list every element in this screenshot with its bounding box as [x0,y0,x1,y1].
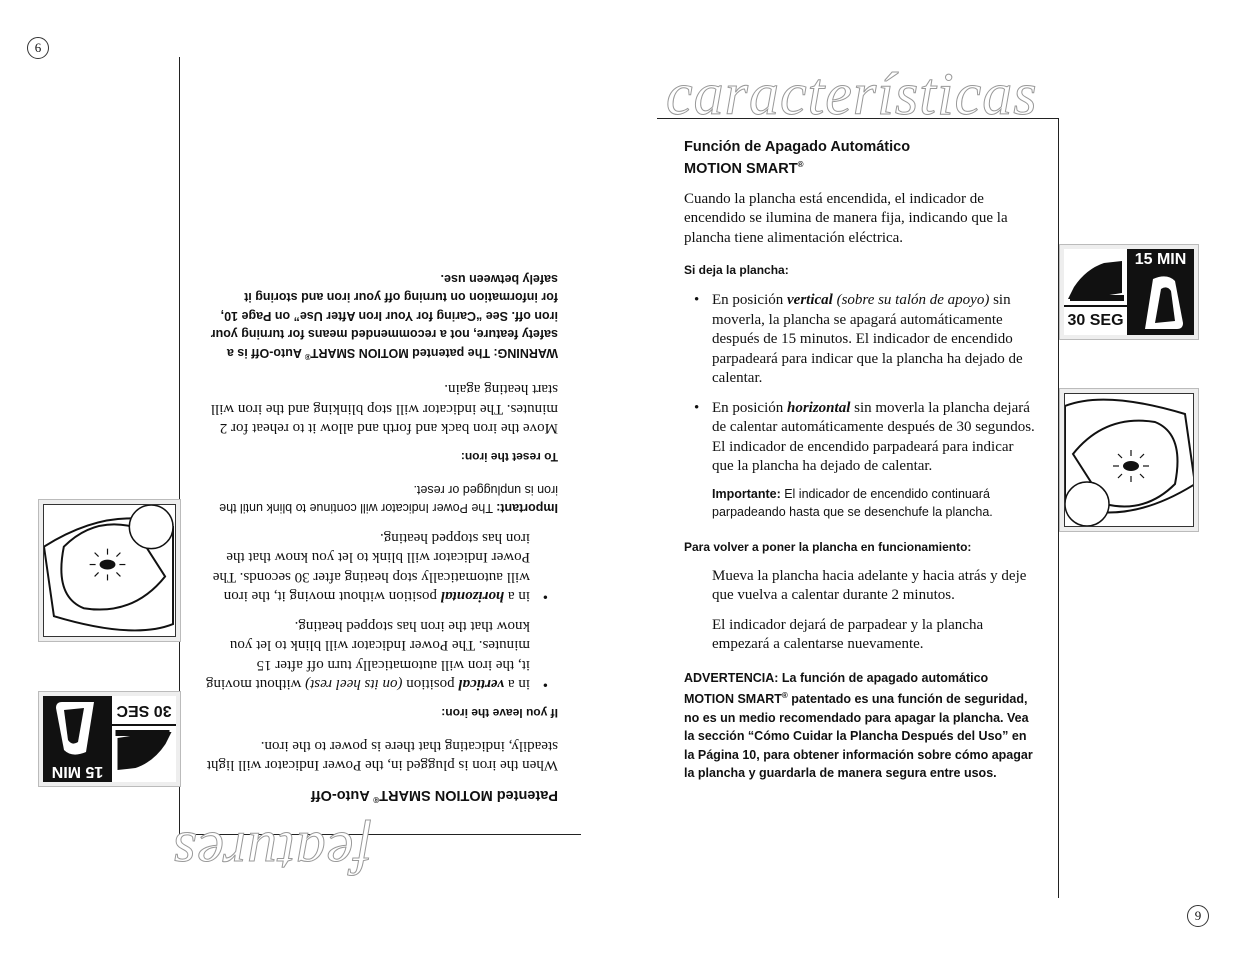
spanish-section [684,138,1036,783]
en-title-post: Auto-Off [310,787,374,804]
es-b2-rest: sin moverla la plancha dejará de calentar automáticamente después de 30 segundos. El indicador de encendido parpadeará para indicar que la plancha ha dejado de calentar. [712,399,1035,475]
es-warning-line1: ADVERTENCIA: La función de apagado automático [684,670,989,685]
es-b1-rest: sin moverla, la plancha se apagará automáticamente después de 15 minutos. El indicador de encendido parpadeará para indicar que la plancha ha dejado de calentar. [712,292,1023,387]
en-title-pre: Patented MOTION SMART [379,787,558,804]
en-important-text: The Power Indicator will continue to blink until the iron is unplugged or reset. [219,483,558,516]
en-b1-mid: position [402,676,459,693]
es-title-brand: MOTION SMART [684,160,798,177]
es-bullet-horizontal [684,399,1036,477]
es-title-line1: Función de Apagado Automático [684,139,911,155]
english-section [206,258,558,808]
en-b1-rest: without moving it, the iron will automatically turn off after 15 minutes. The Power Indicator will blink to let you know that the iron has stopped heating. [205,617,530,693]
en-b1-paren: (on its heel rest) [305,676,403,693]
en-reset-heading: To reset the iron: [460,450,558,465]
es-b2-pre: En posición [712,399,787,416]
es-title [684,138,1036,178]
es-dial-image [1064,393,1194,527]
es-reset-p2: El indicador dejará de parpadear y la plancha empezará a calentarse nuevamente. [712,616,984,653]
en-important-note [206,481,558,517]
en-intro: When the iron is plugged in, the Power Indicator will light steadily, indicating that there is power to the iron. [206,737,558,774]
page-number-left: 6 [27,37,49,59]
en-b2-pre: in a [504,588,530,605]
es-reset-p1: Mueva la plancha hacia adelante y hacia atrás y deje que vuelva a calentar durante 2 minutos. [712,567,1027,604]
es-label-15-min: 15 MIN [1134,251,1187,268]
en-warning-rest: Auto-Off is a safety feature, not a recommended means for turning your iron off. See “Caring for Your Iron After Use” on Page 10, for information on turning off your iron and storing it safely between use. [210,271,558,360]
en-black-panel [43,696,112,782]
en-warning [206,269,558,365]
watermark-caracteristicas: características [666,61,1038,127]
en-label-30-sec: 30 SEC [112,696,176,726]
en-bullet-horizontal [206,527,558,605]
en-title-reg: ® [373,795,380,804]
en-timer-icon [43,696,176,782]
es-black-panel [1127,249,1194,335]
es-iron-horizontal-icon [1064,249,1127,307]
en-important-label: Important: [496,501,558,516]
en-reset-p1: Move the iron back and forth and allow it to reheat for 2 minutes. The indicator will stop blinking and the iron will start heating again. [210,381,558,437]
es-leave-heading: Si deja la plancha: [684,263,789,278]
es-indicator-light-icon [1065,394,1194,527]
en-title [206,786,558,808]
es-reset-heading: Para volver a poner la plancha en funcionamiento: [684,539,972,554]
es-b1-paren: (sobre su talón de apoyo) [832,292,990,309]
en-label-15-min: 15 MIN [51,763,104,780]
en-b1-em: vertical [458,676,505,693]
en-b2-rest: position without moving it, the iron will automatically stop heating after 30 seconds. The Power Indicator will blink to let you know that the iron has stopped heating. [212,529,530,605]
es-iron-vertical-icon [1131,273,1194,331]
es-warning-reg: ® [781,691,788,701]
es-title-line2 [684,156,1036,178]
es-dial-image-box [1059,388,1199,532]
es-warning [684,669,1036,783]
es-timer-icon-box [1059,244,1199,340]
es-warning-rest: patentado es una función de seguridad, no es un medio recomendado para apagar la plancha. Vea la sección “Cómo Cuidar la Plancha Después del Uso” en la Página 10, para obtener información sobre cómo apagar la plancha y guardarla de manera segura entre usos. [684,692,1033,781]
en-bullet-list [206,527,558,693]
es-important-note [684,485,1036,521]
es-important-label: Importante: [712,486,781,501]
en-timer-icon-box [38,691,181,787]
watermark-features: features [172,820,372,886]
en-bullet-vertical [206,615,558,693]
es-timer-icon [1064,249,1194,335]
es-bullet-vertical [684,291,1036,389]
en-iron-horizontal-icon [112,724,176,782]
en-warning-reg: ® [304,351,311,361]
es-intro: Cuando la plancha está encendida, el indicador de encendido se ilumina de manera fija, indicando que la plancha tiene alimentación eléctrica. [684,190,1008,246]
page-number-right: 9 [1187,905,1209,927]
es-b1-em: vertical [787,292,833,309]
es-b1-pre: En posición [712,292,787,309]
en-b2-em: horizontal [440,588,505,605]
es-b2-em: horizontal [787,399,851,416]
es-warning-brand: MOTION SMART [684,692,782,707]
en-iron-vertical-icon [44,700,108,758]
es-bullet-list [684,291,1036,477]
en-b1-pre: in a [504,676,530,693]
en-dial-image [43,504,176,637]
en-dial-image-box [38,499,181,642]
en-leave-heading: If you leave the iron: [441,706,558,721]
es-label-30-seg: 30 SEG [1064,305,1127,335]
en-warning-pre: WARNING: The patented MOTION SMART [310,345,558,360]
es-title-reg: ® [797,160,804,169]
es-important-text: El indicador de encendido continuará parpadeando hasta que se desenchufe la plancha. [712,486,993,519]
en-indicator-light-icon [43,504,175,636]
